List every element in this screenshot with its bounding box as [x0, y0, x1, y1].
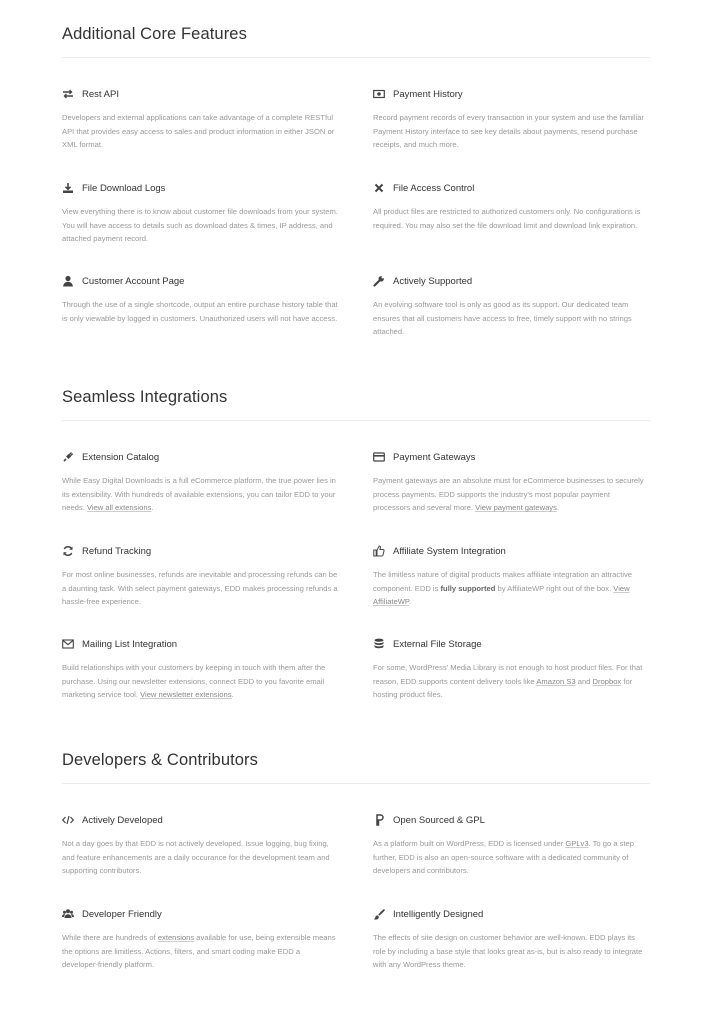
feature-header [373, 812, 649, 828]
description-text: As a platform built on WordPress, EDD is licensed under [373, 839, 566, 848]
dropbox-link[interactable]: Dropbox [592, 676, 622, 686]
description-text: for hosting product files. [373, 676, 633, 700]
section-divider [62, 57, 650, 58]
feature-header [62, 273, 338, 289]
section-divider [62, 420, 650, 421]
feature-title: Affiliate System Integration [393, 545, 506, 557]
feature-customer-account-page [62, 273, 338, 325]
feature-title: Customer Account Page [82, 275, 185, 287]
feature-header [373, 449, 649, 465]
envelope-icon [62, 638, 74, 650]
view-newsletter-extensions-link[interactable]: View newsletter extensions [140, 690, 232, 700]
feature-description [62, 568, 338, 609]
feature-header [373, 86, 649, 102]
feature-description [62, 205, 338, 246]
close-icon [373, 182, 385, 194]
feature-title: Rest API [82, 88, 119, 100]
feature-title: External File Storage [393, 638, 482, 650]
user-icon [62, 275, 74, 287]
feature-actively-developed [62, 812, 338, 878]
section-divider [62, 783, 650, 784]
database-icon [373, 638, 385, 650]
feature-header [62, 86, 338, 102]
feature-intelligently-designed [373, 906, 649, 972]
paint-brush-icon [373, 908, 385, 920]
feature-rest-api [62, 86, 338, 152]
feature-header [62, 180, 338, 196]
feature-title: Extension Catalog [82, 451, 160, 463]
plug-icon [62, 451, 74, 463]
section-core-features [62, 25, 650, 337]
feature-description [373, 111, 649, 152]
view-payment-gateways-link[interactable]: View payment gateways [475, 503, 557, 513]
feature-affiliate-integration [373, 543, 649, 609]
feature-description [62, 837, 338, 878]
description-text: . To go a step further, EDD is also an open-source software with a dedicated community of developers and contributors. [373, 839, 635, 876]
description-text: . [409, 597, 412, 607]
description-text: Developers and external applications can take advantage of a complete RESTful API that provides easy access to sales and product information in either JSON or XML format. [62, 113, 335, 150]
feature-title: Actively Supported [393, 275, 473, 287]
description-text: The limitless nature of digital products makes affiliate integration an attractive component. EDD is [373, 570, 633, 593]
feature-file-download-logs [62, 180, 338, 246]
code-icon [62, 814, 74, 826]
description-text: . [231, 690, 234, 700]
feature-developer-friendly [62, 906, 338, 972]
feature-description [62, 931, 338, 972]
feature-file-access-control [373, 180, 649, 232]
feature-external-file-storage [373, 636, 649, 702]
feature-description [373, 661, 649, 702]
credit-card-icon [373, 451, 385, 463]
extensions-link[interactable]: extensions [157, 933, 195, 942]
feature-title: Actively Developed [82, 814, 163, 826]
description-text: available for use, being extensible means the options are limitless. Actions, filters, and smart coding make EDD a developer-friendly platform. [62, 933, 336, 970]
section-title: Seamless Integrations [62, 388, 228, 406]
description-text: While Easy Digital Downloads is a full eCommerce platform, the true power lies in its extensibility. With hundreds of available extensions, you can tailor EDD to your needs. [62, 476, 336, 513]
description-text: by AffiliateWP right out of the box. [495, 583, 614, 593]
feature-title: File Access Control [393, 182, 475, 194]
section-title: Additional Core Features [62, 25, 247, 43]
paragraph-icon [373, 814, 385, 826]
view-affiliatewp-link[interactable]: View AffiliateWP [373, 583, 630, 607]
feature-header [373, 180, 649, 196]
description-text: Record payment records of every transaction in your system and use the familiar Payment History interface to see key details about payments, resend purchase receipts, and much more. [373, 113, 644, 150]
feature-description [62, 111, 338, 152]
feature-title: Open Sourced & GPL [393, 814, 485, 826]
description-text: For most online businesses, refunds are inevitable and processing refunds can be a daunting task. With select payment gateways, EDD makes processing refunds a hassle-free experience. [62, 570, 338, 607]
description-text: While there are hundreds of [62, 933, 158, 942]
feature-title: Intelligently Designed [393, 908, 484, 920]
description-text: All product files are restricted to authorized customers only. No configurations is required. You may also set the file download limit and download link expiration. [373, 207, 641, 230]
feature-title: Refund Tracking [82, 545, 152, 557]
feature-title: Payment Gateways [393, 451, 476, 463]
feature-payment-history [373, 86, 649, 152]
gplv3-link[interactable]: GPLv3 [565, 839, 589, 848]
description-text: and [575, 676, 593, 686]
feature-header [373, 906, 649, 922]
feature-description [62, 661, 338, 702]
description-text: . [151, 503, 154, 513]
description-text: . [556, 503, 560, 513]
description-text: For some, WordPress' Media Library is not enough to host product files. For that reason, EDD supports content delivery tools like [373, 663, 643, 686]
money-icon [373, 88, 385, 100]
description-text: View everything there is to know about customer file downloads from your system. You will have access to details such as download dates & times, IP address, and attached payment record. [62, 207, 338, 244]
feature-title: Payment History [393, 88, 463, 100]
feature-header [373, 543, 649, 559]
feature-header [62, 543, 338, 559]
amazon-s3-link[interactable]: Amazon S3 [536, 676, 576, 686]
feature-header [62, 449, 338, 465]
feature-description [373, 837, 649, 878]
refresh-icon [62, 545, 74, 557]
thumbs-up-icon [373, 545, 385, 557]
feature-extension-catalog [62, 449, 338, 515]
view-all-extensions-link[interactable]: View all extensions [86, 503, 152, 513]
feature-header [373, 273, 649, 289]
feature-header [62, 636, 338, 652]
feature-open-sourced-gpl [373, 812, 649, 878]
feature-description [62, 298, 338, 325]
description-text: Payment gateways are an absolute must for eCommerce businesses to securely process payments. EDD supports the industry's most popular payment processors and several more. [373, 476, 644, 513]
download-icon [62, 182, 74, 194]
feature-title: Mailing List Integration [82, 638, 178, 650]
wrench-icon [373, 275, 385, 287]
feature-payment-gateways [373, 449, 649, 515]
description-text: Through the use of a single shortcode, output an entire purchase history table that is only viewable by logged in customers. Unauthorized users will not have access. [62, 300, 338, 323]
feature-actively-supported [373, 273, 649, 339]
feature-header [373, 636, 649, 652]
feature-description [373, 298, 649, 339]
section-developers-contributors [62, 751, 650, 970]
feature-header [62, 812, 338, 828]
feature-title: File Download Logs [82, 182, 166, 194]
emphasis-text: fully supported [440, 583, 496, 593]
feature-description [373, 931, 649, 972]
description-text: Not a day goes by that EDD is not actively developed. Issue logging, bug fixing, and feature enhancements are a daily occurance for the development team and supporting contributors. [62, 839, 330, 876]
feature-header [62, 906, 338, 922]
feature-description [62, 474, 338, 515]
section-seamless-integrations [62, 388, 650, 700]
users-icon [62, 908, 74, 920]
feature-refund-tracking [62, 543, 338, 609]
feature-description [373, 205, 649, 232]
section-title: Developers & Contributors [62, 751, 259, 769]
description-text: Build relationships with your customers by keeping in touch with them after the purchase. Using our newsletter extensions, connect EDD to you favorite email marketing service tool. [62, 663, 326, 700]
exchange-icon [62, 88, 74, 100]
feature-mailing-list-integration [62, 636, 338, 702]
feature-description [373, 474, 649, 515]
feature-description [373, 568, 649, 609]
description-text: The effects of site design on customer behavior are well-known. EDD plays its role by including a base style that looks great as-is, but is also ready to integrate with any WordPress theme. [373, 933, 643, 970]
feature-title: Developer Friendly [82, 908, 162, 920]
description-text: An evolving software tool is only as good as its support. Our dedicated team ensures that all customers have access to free, timely support with no strings attached. [373, 300, 632, 337]
